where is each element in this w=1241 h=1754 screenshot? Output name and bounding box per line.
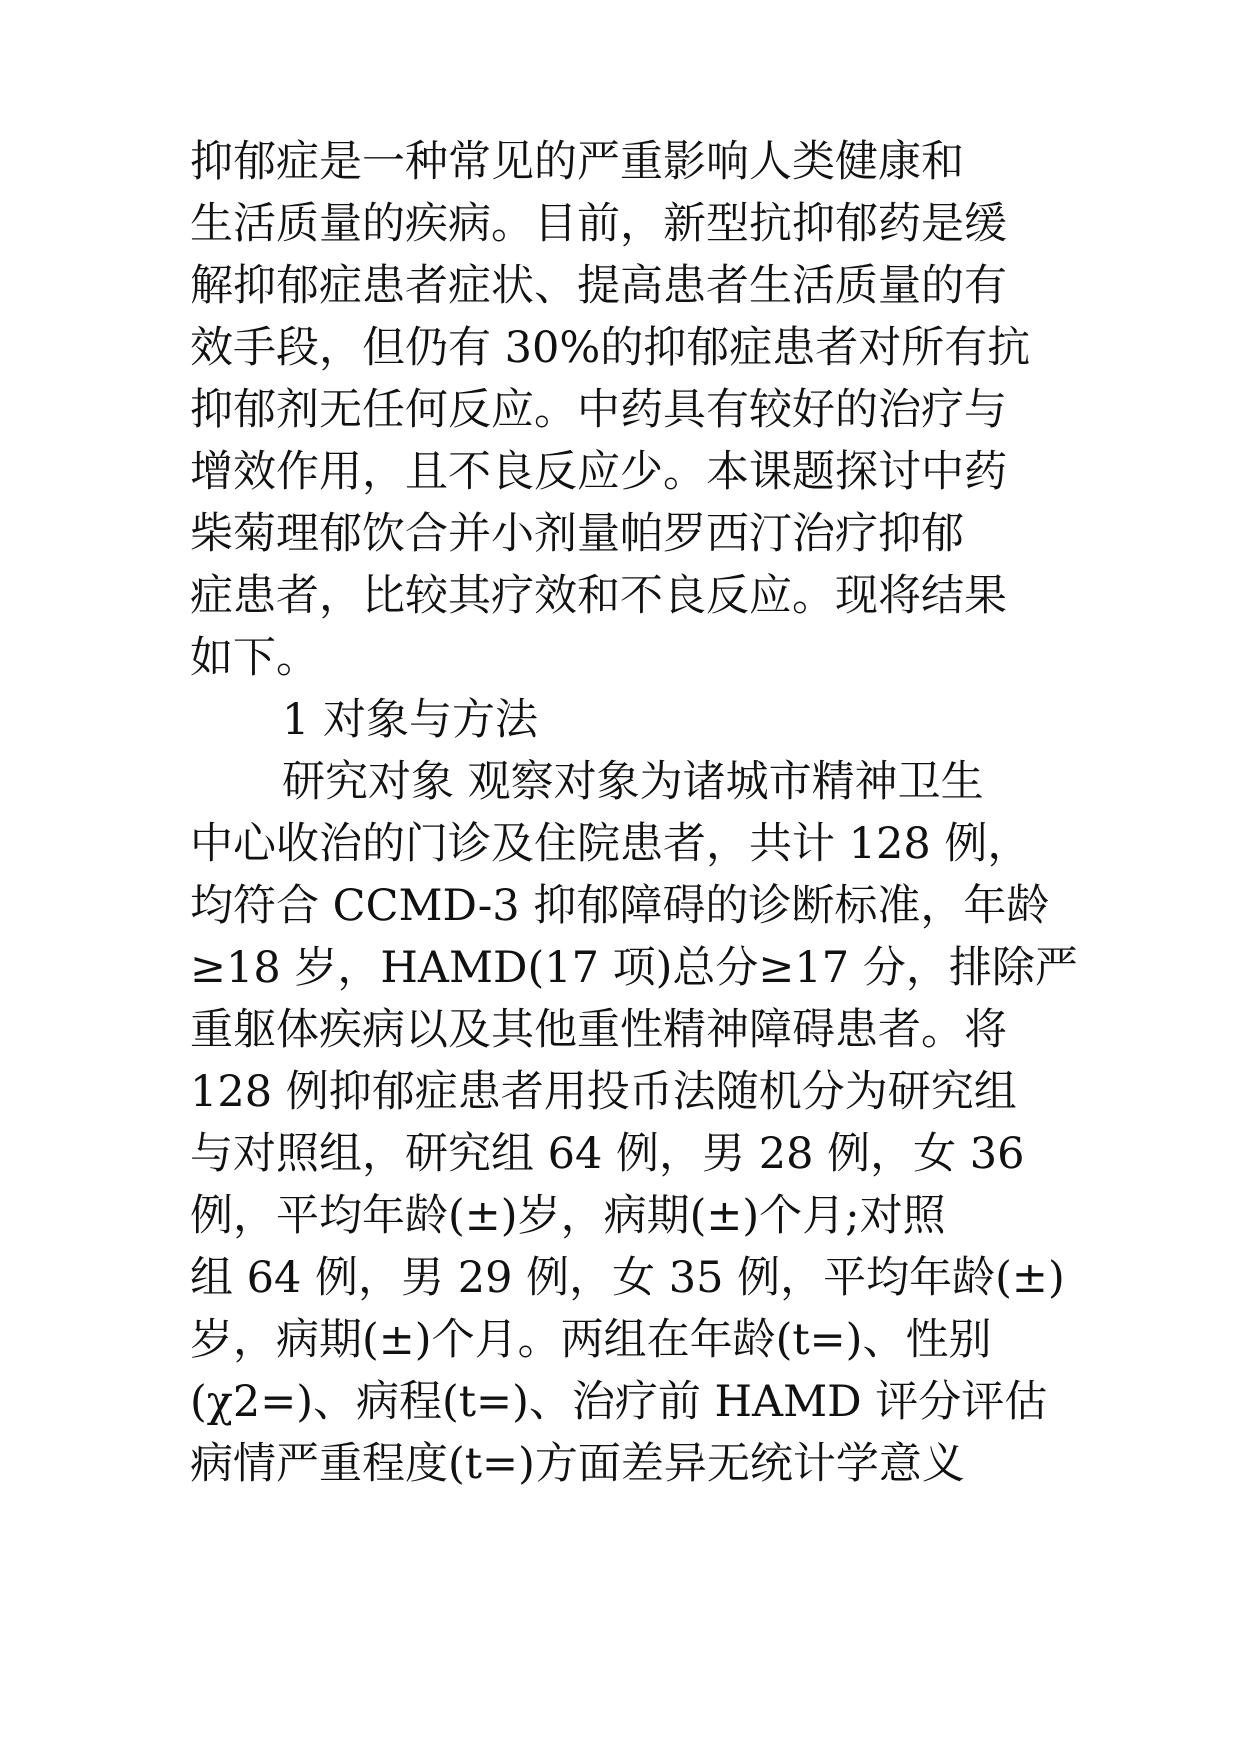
text-line: 抑郁剂无任何反应。中药具有较好的治疗与 <box>190 385 1007 435</box>
text-line: 中心收治的门诊及住院患者，共计 128 例， <box>190 819 1031 869</box>
text-line: 128 例抑郁症患者用投币法随机分为研究组 <box>190 1067 1017 1117</box>
text-line: 均符合 CCMD-3 抑郁障碍的诊断标准，年龄 <box>190 881 1050 931</box>
text-line: 组 64 例，男 29 例，女 35 例，平均年龄(±) <box>190 1253 1065 1303</box>
text-line: 增效作用，且不良反应少。本课题探讨中药 <box>190 447 1007 497</box>
text-line: 与对照组，研究组 64 例，男 28 例，女 36 <box>190 1129 1025 1179</box>
text-line: ≥18 岁，HAMD(17 项)总分≥17 分，排除严 <box>190 943 1078 993</box>
text-line: 重躯体疾病以及其他重性精神障碍患者。将 <box>190 1005 1007 1055</box>
text-line: (χ2=)、病程(t=)、治疗前 HAMD 评分评估 <box>190 1377 1048 1427</box>
text-line: 解抑郁症患者症状、提高患者生活质量的有 <box>190 261 1007 311</box>
text-line: 研究对象 观察对象为诸城市精神卫生 <box>282 757 984 807</box>
section-heading: 1 对象与方法 <box>282 695 539 745</box>
text-line: 抑郁症是一种常见的严重影响人类健康和 <box>190 137 964 187</box>
text-line: 病情严重程度(t=)方面差异无统计学意义 <box>190 1439 965 1489</box>
text-line: 例，平均年龄(±)岁，病期(±)个月;对照 <box>190 1191 946 1241</box>
text-line: 如下。 <box>190 633 319 683</box>
text-line: 效手段，但仍有 30%的抑郁症患者对所有抗 <box>190 323 1031 373</box>
text-line: 岁，病期(±)个月。两组在年龄(t=)、性别 <box>190 1315 992 1365</box>
text-line: 柴菊理郁饮合并小剂量帕罗西汀治疗抑郁 <box>190 509 964 559</box>
text-line: 症患者，比较其疗效和不良反应。现将结果 <box>190 571 1007 621</box>
text-line: 生活质量的疾病。目前，新型抗抑郁药是缓 <box>190 199 1007 249</box>
